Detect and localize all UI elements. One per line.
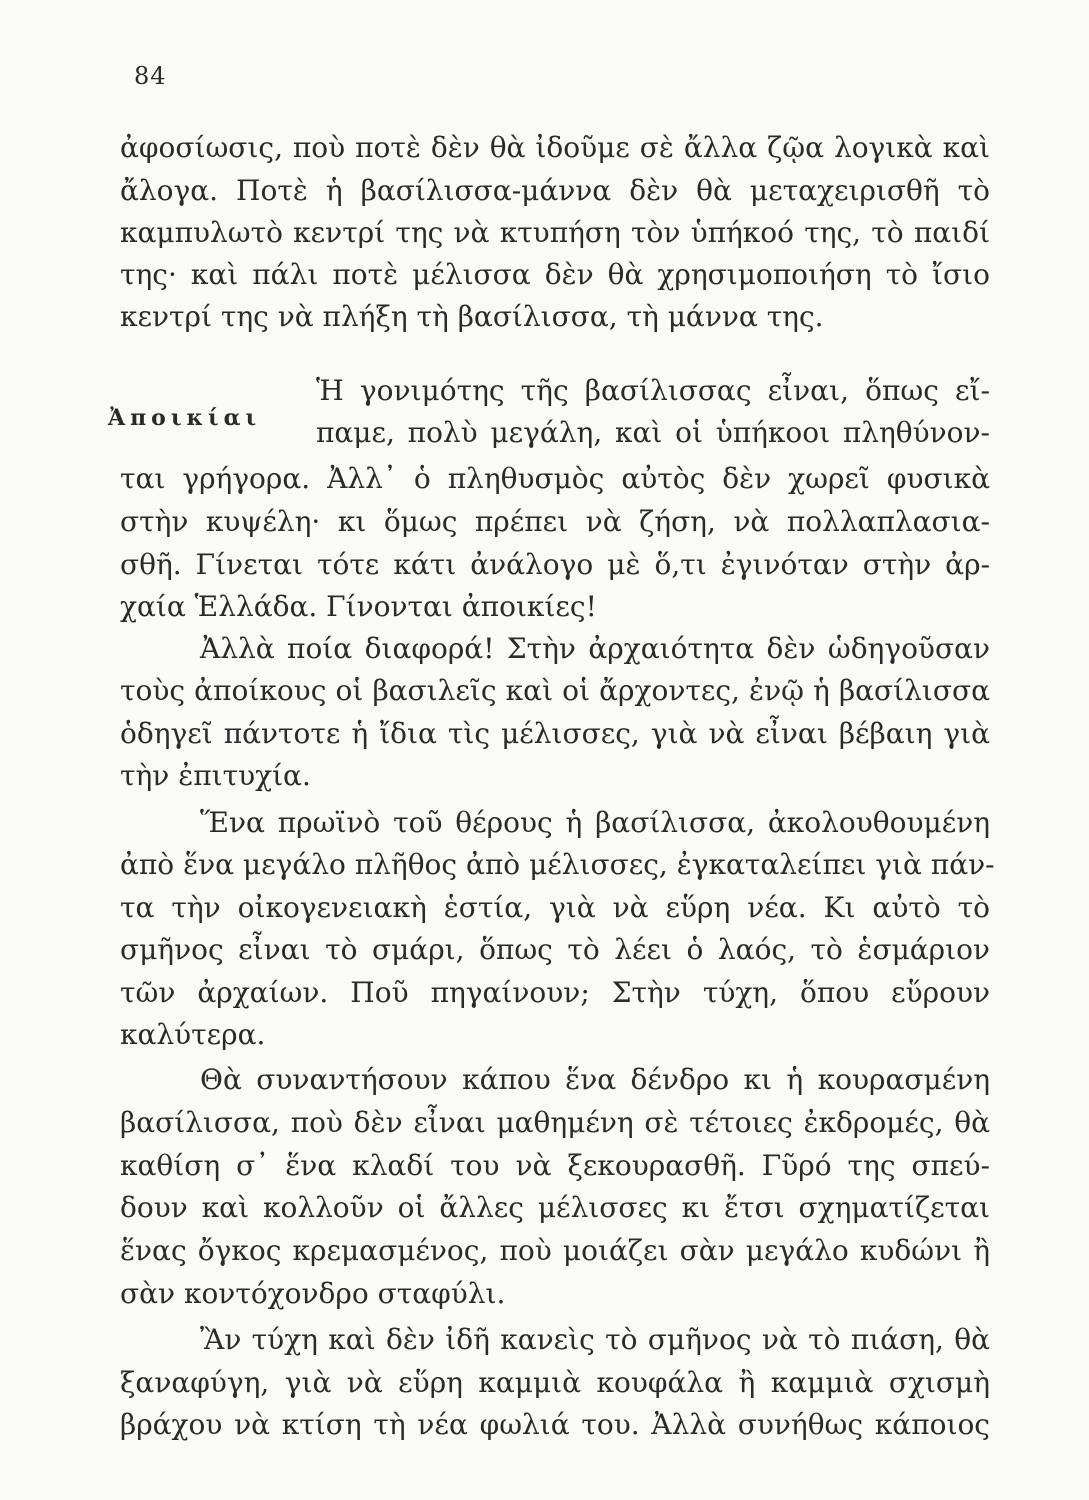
- text-line: τα τὴν οἰκογενειακὴ ἑστία, γιὰ νὰ εὕρη νέα. Κι αὐτὸ τὸ: [120, 891, 990, 924]
- text-line: τοὺς ἀποίκους οἱ βασιλεῖς καὶ οἱ ἄρχοντες, ἐνῷ ἡ βασίλισσα: [120, 674, 990, 707]
- text-line: της· καὶ πάλι ποτὲ μέλισσα δὲν θὰ χρησιμοποιήση τὸ ἴσιο: [120, 258, 990, 291]
- text-line: Ἀλλὰ ποία διαφορά! Στὴν ἀρχαιότητα δὲν ὡδηγοῦσαν: [200, 632, 990, 665]
- text-line: ται γρήγορα. Ἀλλ᾽ ὁ πληθυσμὸς αὐτὸς δὲν χωρεῖ φυσικὰ: [120, 462, 990, 495]
- text-line: ἀφοσίωσις, ποὺ ποτὲ δὲν θὰ ἰδοῦμε σὲ ἄλλα ζῷα λογικὰ καὶ: [120, 131, 990, 164]
- text-line: ἀπὸ ἕνα μεγάλο πλῆθος ἀπὸ μέλισσες, ἐγκαταλείπει γιὰ πάν-: [120, 848, 995, 881]
- text-line: τῶν ἀρχαίων. Ποῦ πηγαίνουν; Στὴν τύχη, ὅπου εὕρουν: [120, 976, 990, 1009]
- text-line: Θὰ συναντήσουν κάπου ἕνα δένδρο κι ἡ κουρασμένη: [200, 1063, 990, 1096]
- text-line: σμῆνος εἶναι τὸ σμάρι, ὅπως τὸ λέει ὁ λαός, τὸ ἑσμάριον: [120, 933, 990, 966]
- text-line: καλύτερα.: [120, 1018, 266, 1051]
- margin-heading: Ἀποικίαι: [108, 405, 262, 431]
- page-number: 84: [134, 62, 167, 90]
- text-line: ξαναφύγη, γιὰ νὰ εὕρη καμμιὰ κουφάλα ἢ καμμιὰ σχισμὴ: [120, 1366, 990, 1399]
- text-line: τὴν ἐπιτυχία.: [120, 759, 311, 792]
- text-line: καμπυλωτὸ κεντρί της νὰ κτυπήση τὸν ὑπήκοό της, τὸ παιδί: [120, 216, 990, 249]
- text-line: χαία Ἑλλάδα. Γίνονται ἀποικίες!: [120, 590, 597, 623]
- text-line: Ἕνα πρωϊνὸ τοῦ θέρους ἡ βασίλισσα, ἀκολουθουμένη: [200, 806, 990, 839]
- text-line: ὁδηγεῖ πάντοτε ἡ ἴδια τὶς μέλισσες, γιὰ νὰ εἶναι βέβαιη γιὰ: [120, 717, 990, 750]
- text-line: ἄλογα. Ποτὲ ἡ βασίλισσα-μάννα δὲν θὰ μεταχειρισθῆ τὸ: [120, 174, 990, 207]
- text-line: Ἡ γονιμότης τῆς βασίλισσας εἶναι, ὅπως εἴ-: [316, 374, 990, 407]
- text-line: καθίση σ᾽ ἕνα κλαδί του νὰ ξεκουρασθῆ. Γῦρό της σπεύ-: [120, 1149, 990, 1182]
- text-line: σὰν κοντόχονδρο σταφύλι.: [120, 1277, 506, 1310]
- text-line: κεντρί της νὰ πλήξη τὴ βασίλισσα, τὴ μάννα της.: [120, 300, 824, 333]
- text-line: στὴν κυψέλη· κι ὅμως πρέπει νὰ ζήση, νὰ πολλαπλασια-: [120, 505, 990, 538]
- text-line: ἕνας ὄγκος κρεμασμένος, ποὺ μοιάζει σὰν μεγάλο κυδώνι ἢ: [120, 1234, 990, 1267]
- text-line: βασίλισσα, ποὺ δὲν εἶναι μαθημένη σὲ τέτοιες ἐκδρομές, θὰ: [120, 1106, 990, 1139]
- text-line: σθῆ. Γίνεται τότε κάτι ἀνάλογο μὲ ὅ,τι ἐγινόταν στὴν ἀρ-: [120, 548, 990, 581]
- text-line: Ἂν τύχη καὶ δὲν ἰδῆ κανεὶς τὸ σμῆνος νὰ τὸ πιάση, θὰ: [200, 1323, 990, 1356]
- text-line: παμε, πολὺ μεγάλη, καὶ οἱ ὑπήκοοι πληθύνον-: [316, 416, 990, 449]
- text-line: βράχου νὰ κτίση τὴ νέα φωλιά του. Ἀλλὰ συνήθως κάποιος: [120, 1408, 990, 1441]
- text-line: δουν καὶ κολλοῦν οἱ ἄλλες μέλισσες κι ἔτσι σχηματίζεται: [120, 1191, 990, 1224]
